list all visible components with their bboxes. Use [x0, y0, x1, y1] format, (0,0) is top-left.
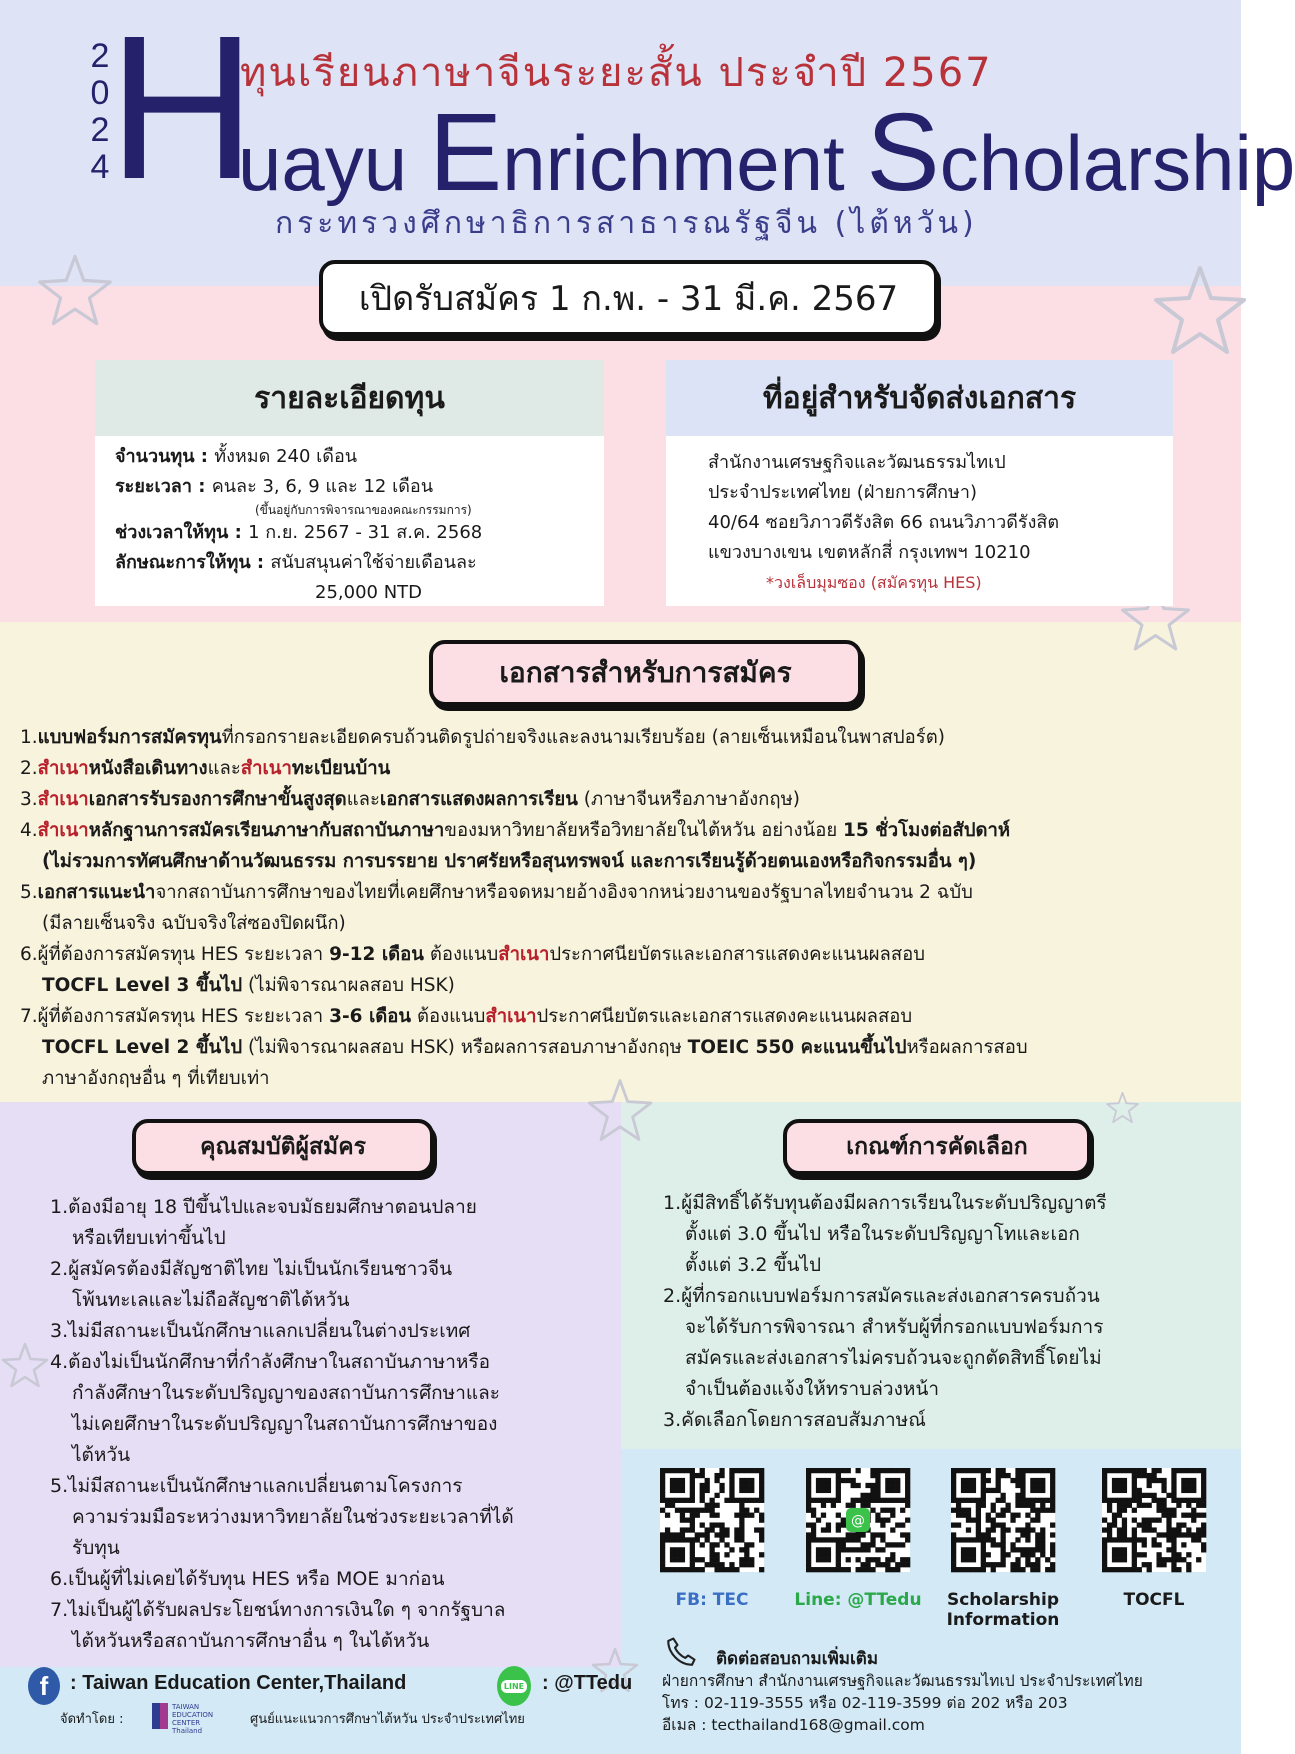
qr-code-label: Scholarship Information [946, 1590, 1060, 1630]
document-text: TOEIC 550 คะแนนขึ้นไป [687, 1037, 907, 1058]
document-text: TOCFL Level 2 ขึ้นไป [42, 1037, 243, 1058]
document-text: เอกสารแสดงผลการเรียน [379, 789, 578, 810]
document-text: ทะเบียนบ้าน [291, 758, 391, 779]
contact-email[interactable]: อีเมล : tecthailand168@gmail.com [662, 1716, 925, 1734]
title-part: nrichment [502, 119, 867, 207]
document-text: 1. [20, 727, 38, 748]
detail-value: 1 ก.ย. 2567 - 31 ส.ค. 2568 [248, 522, 483, 543]
document-text: (ไม่พิจารณาผลสอบ HSK) หรือผลการสอบภาษาอังกฤษ [242, 1037, 688, 1058]
detail-row-duration [115, 472, 584, 502]
address-title: ที่อยู่สำหรับจัดส่งเอกสาร [666, 360, 1173, 436]
document-item [20, 908, 1028, 939]
qr-code[interactable] [806, 1468, 910, 1572]
criteria-title: เกณฑ์การคัดเลือก [846, 1134, 1028, 1160]
highlight-text: สำเนา [37, 758, 89, 779]
criteria-item: 3.คัดเลือกโดยการสอบสัมภาษณ์ [663, 1409, 926, 1431]
document-item [20, 1063, 1028, 1094]
address-line: สำนักงานเศรษฐกิจและวัฒนธรรมไทเป [708, 452, 1006, 473]
qualifications-item: 7.ไม่เป็นผู้ได้รับผลประโยชน์ทางการเงินใด ๆ จากรัฐบาล [50, 1599, 506, 1621]
facebook-icon[interactable]: f [28, 1667, 60, 1705]
qr-code-label: FB: TEC [675, 1590, 749, 1610]
qualifications-title-box [132, 1119, 434, 1175]
document-text: เอกสารแนะนำ [37, 882, 156, 903]
document-text: หลักฐานการสมัครเรียนภาษากับสถาบันภาษา [88, 820, 445, 841]
document-text: เอกสารรับรองการศึกษาขั้นสูงสุด [88, 789, 347, 810]
detail-label: จำนวนทุน : [115, 446, 215, 467]
qr-code-label: Line: @TTedu [794, 1590, 922, 1610]
qualifications-item: หรือเทียบเท่าขึ้นไป [72, 1227, 226, 1249]
star-decoration-icon [1105, 1090, 1140, 1125]
document-item [20, 1001, 1028, 1032]
criteria-item: ตั้งแต่ 3.0 ขึ้นไป หรือในระดับปริญญาโทและเอก [685, 1223, 1080, 1245]
english-title [238, 91, 1295, 214]
document-text: ของมหาวิทยาลัยหรือวิทยาลัยในไต้หวัน อย่างน้อย [444, 820, 844, 841]
detail-note: (ขึ้นอยู่กับการพิจารณาของคณะกรรมการ) [255, 503, 472, 517]
organized-by-label: จัดทำโดย : [60, 1712, 124, 1727]
document-item [20, 970, 1028, 1001]
qualifications-item: ไต้หวัน [72, 1444, 131, 1466]
svg-text:@: @ [851, 1513, 865, 1529]
tec-logo-bar [160, 1703, 168, 1729]
star-decoration-icon [1150, 260, 1250, 360]
document-item [20, 877, 1028, 908]
document-text: ต้องแนบ [423, 944, 499, 965]
detail-value: สนับสนุนค่าใช้จ่ายเดือนละ [270, 552, 477, 573]
qualifications-title: คุณสมบัติผู้สมัคร [200, 1134, 366, 1160]
highlight-text: สำเนา [240, 758, 292, 779]
document-item [20, 784, 1028, 815]
scholarship-details-card [95, 360, 604, 606]
criteria-list [663, 1188, 1107, 1436]
document-text: ที่กรอกรายละเอียดครบถ้วนติดรูปถ่ายจริงและลงนามเรียบร้อย (ลายเซ็นเหมือนในพาสปอร์ต) [221, 727, 945, 748]
title-part: E [428, 91, 503, 214]
qualifications-item: 2.ผู้สมัครต้องมีสัญชาติไทย ไม่เป็นนักเรียนชาวจีน [50, 1258, 453, 1280]
thai-title: ทุนเรียนภาษาจีนระยะสั้น ประจำปี 2567 [240, 50, 993, 96]
mailing-address-card [666, 360, 1173, 606]
year-digit: 2 [90, 37, 110, 75]
address-line: แขวงบางเขน เขตหลักสี่ กรุงเทพฯ 10210 [708, 542, 1031, 563]
title-part: uayu [238, 119, 429, 207]
detail-value: คนละ 3, 6, 9 และ 12 เดือน [211, 476, 434, 497]
criteria-item: สมัครและส่งเอกสารไม่ครบถ้วนจะถูกตัดสิทธิ์โดยไม่ [685, 1347, 1102, 1369]
detail-row-type [115, 548, 584, 578]
documents-title-box [429, 640, 862, 706]
document-text: ประกาศนียบัตรและเอกสารแสดงคะแนนผลสอบ [536, 1006, 913, 1027]
document-text: จากสถาบันการศึกษาของไทยที่เคยศึกษาหรือจดหมายอ้างอิงจากหน่วยงานของรัฐบาลไทยจำนวน 2 ฉบับ [155, 882, 973, 903]
documents-title: เอกสารสำหรับการสมัคร [499, 656, 792, 689]
detail-label: ระยะเวลา : [115, 476, 212, 497]
detail-value: 25,000 NTD [315, 582, 423, 603]
document-text: (มีลายเซ็นจริง ฉบับจริงใส่ซองปิดผนึก) [42, 913, 346, 934]
document-text: 6.ผู้ที่ต้องการสมัครทุน HES ระยะเวลา [20, 944, 330, 965]
document-item [20, 722, 1028, 753]
qualifications-item: กำลังศึกษาในระดับปริญญาของสถาบันการศึกษาและ [72, 1382, 500, 1404]
document-item [20, 846, 1028, 877]
criteria-item: 2.ผู้ที่กรอกแบบฟอร์มการสมัครและส่งเอกสารครบถ้วน [663, 1285, 1100, 1307]
qualifications-item: 3.ไม่มีสถานะเป็นนักศึกษาแลกเปลี่ยนในต่างประเทศ [50, 1320, 471, 1342]
document-text: 3-6 เดือน [329, 1006, 412, 1027]
contact-details [662, 1670, 1143, 1736]
line-icon[interactable] [497, 1666, 531, 1706]
qualifications-item: ไต้หวันหรือสถาบันการศึกษาอื่น ๆ ในไต้หวัน [72, 1630, 430, 1652]
contact-office: ฝ่ายการศึกษา สำนักงานเศรษฐกิจและวัฒนธรรมไทเป ประจำประเทศไทย [662, 1672, 1143, 1690]
document-text: แบบฟอร์มการสมัครทุน [37, 727, 222, 748]
qr-code[interactable] [1102, 1468, 1206, 1572]
details-title: รายละเอียดทุน [95, 360, 604, 436]
document-text: TOCFL Level 3 ขึ้นไป [42, 975, 243, 996]
highlight-text: สำเนา [485, 1006, 537, 1027]
year-digit: 2 [90, 111, 110, 149]
title-part: S [866, 91, 940, 214]
qr-code[interactable] [951, 1468, 1055, 1572]
document-text: 7.ผู้ที่ต้องการสมัครทุน HES ระยะเวลา [20, 1006, 330, 1027]
criteria-item: จำเป็นต้องแจ้งให้ทราบล่วงหน้า [685, 1378, 940, 1400]
document-item [20, 1032, 1028, 1063]
star-decoration-icon [35, 250, 115, 330]
document-text: 15 ชั่วโมงต่อสัปดาห์ [843, 820, 1011, 841]
contact-phone: โทร : 02-119-3555 หรือ 02-119-3599 ต่อ 202 หรือ 203 [662, 1694, 1068, 1712]
document-text: ต้องแนบ [411, 1006, 486, 1027]
qr-code-label: TOCFL [1123, 1590, 1185, 1610]
year-digit: 0 [90, 74, 110, 112]
document-text: 4. [20, 820, 38, 841]
detail-row-amount [115, 442, 584, 472]
title-part: cholarship [939, 119, 1295, 207]
phone-icon [664, 1635, 698, 1669]
star-decoration-icon [0, 1340, 50, 1390]
qualifications-item: 1.ต้องมีอายุ 18 ปีขึ้นไปและจบมัธยมศึกษาตอนปลาย [50, 1196, 477, 1218]
criteria-item: ตั้งแต่ 3.2 ขึ้นไป [685, 1254, 822, 1276]
organizer-name: ศูนย์แนะแนวการศึกษาไต้หวัน ประจำประเทศไทย [250, 1712, 525, 1727]
detail-label: ลักษณะการให้ทุน : [115, 552, 271, 573]
document-text: (ภาษาจีนหรือภาษาอังกฤษ) [577, 789, 800, 810]
address-line: ประจำประเทศไทย (ฝ่ายการศึกษา) [708, 482, 978, 503]
detail-value: ทั้งหมด 240 เดือน [214, 446, 358, 467]
document-text: ประกาศนียบัตรและเอกสารแสดงคะแนนผลสอบ [549, 944, 926, 965]
qualifications-item: 6.เป็นผู้ที่ไม่เคยได้รับทุน HES หรือ MOE มาก่อน [50, 1568, 445, 1590]
document-text: (ไม่รวมการทัศนศึกษาด้านวัฒนธรรม การบรรยาย ปราศรัยหรือสุนทรพจน์ และการเรียนรู้ด้วยตนเองหรือกิจกรรมอื่น ๆ) [42, 851, 977, 872]
tec-logo-text: TAIWAN EDUCATION CENTER Thailand [172, 1703, 214, 1735]
title-big-letter: H [108, 0, 257, 222]
criteria-item: จะได้รับการพิจารณา สำหรับผู้ที่กรอกแบบฟอร์มการ [685, 1316, 1104, 1338]
document-text: 5. [20, 882, 38, 903]
document-text: 9-12 เดือน [329, 944, 424, 965]
contact-title: ติดต่อสอบถามเพิ่มเติม [716, 1649, 879, 1669]
qualifications-item: 5.ไม่มีสถานะเป็นนักศึกษาแลกเปลี่ยนตามโครงการ [50, 1475, 463, 1497]
application-period-banner [319, 260, 938, 336]
documents-list [20, 722, 1028, 1094]
criteria-item: 1.ผู้มีสิทธิ์ได้รับทุนต้องมีผลการเรียนในระดับปริญญาตรี [663, 1192, 1107, 1214]
line-logo-text: LINE [501, 1680, 527, 1693]
qualifications-list [50, 1192, 514, 1657]
highlight-text: สำเนา [498, 944, 550, 965]
document-text: 2. [20, 758, 38, 779]
document-text: 3. [20, 789, 38, 810]
document-item [20, 815, 1028, 846]
line-account[interactable]: : @TTedu [542, 1672, 633, 1694]
document-item [20, 939, 1028, 970]
document-item [20, 753, 1028, 784]
criteria-title-box [783, 1119, 1091, 1175]
qualifications-item: ไม่เคยศึกษาในระดับปริญญาในสถาบันการศึกษาของ [72, 1413, 498, 1435]
qualifications-item: 4.ต้องไม่เป็นนักศึกษาที่กำลังศึกษาในสถาบันภาษาหรือ [50, 1351, 491, 1373]
document-text: หรือผลการสอบ [906, 1037, 1028, 1058]
highlight-text: สำเนา [37, 789, 89, 810]
document-text: และ [207, 758, 241, 779]
application-period-text: เปิดรับสมัคร 1 ก.พ. - 31 มี.ค. 2567 [358, 279, 899, 319]
envelope-note: *วงเล็บมุมซอง (สมัครทุน HES) [766, 573, 982, 592]
document-text: (ไม่พิจารณาผลสอบ HSK) [242, 975, 455, 996]
qualifications-item: ความร่วมมือระหว่างมหาวิทยาลัยในช่วงระยะเวลาที่ได้ [72, 1506, 514, 1528]
detail-label: ช่วงเวลาให้ทุน : [115, 522, 249, 543]
qr-code[interactable] [660, 1468, 764, 1572]
qualifications-item: โพ้นทะเลและไม่ถือสัญชาติไต้หวัน [72, 1289, 350, 1311]
year-digit: 4 [90, 148, 110, 186]
address-line: 40/64 ซอยวิภาวดีรังสิต 66 ถนนวิภาวดีรังสิต [708, 512, 1060, 533]
highlight-text: สำเนา [37, 820, 89, 841]
document-text: หนังสือเดินทาง [88, 758, 208, 779]
detail-row-period [115, 518, 584, 548]
ministry-subtitle: กระทรวงศึกษาธิการสาธารณรัฐจีน (ไต้หวัน) [275, 206, 978, 241]
facebook-page[interactable]: : Taiwan Education Center,Thailand [70, 1672, 407, 1694]
qualifications-item: รับทุน [72, 1537, 120, 1559]
document-text: ภาษาอังกฤษอื่น ๆ ที่เทียบเท่า [42, 1068, 270, 1089]
tec-logo [152, 1703, 160, 1729]
document-text: และ [346, 789, 380, 810]
